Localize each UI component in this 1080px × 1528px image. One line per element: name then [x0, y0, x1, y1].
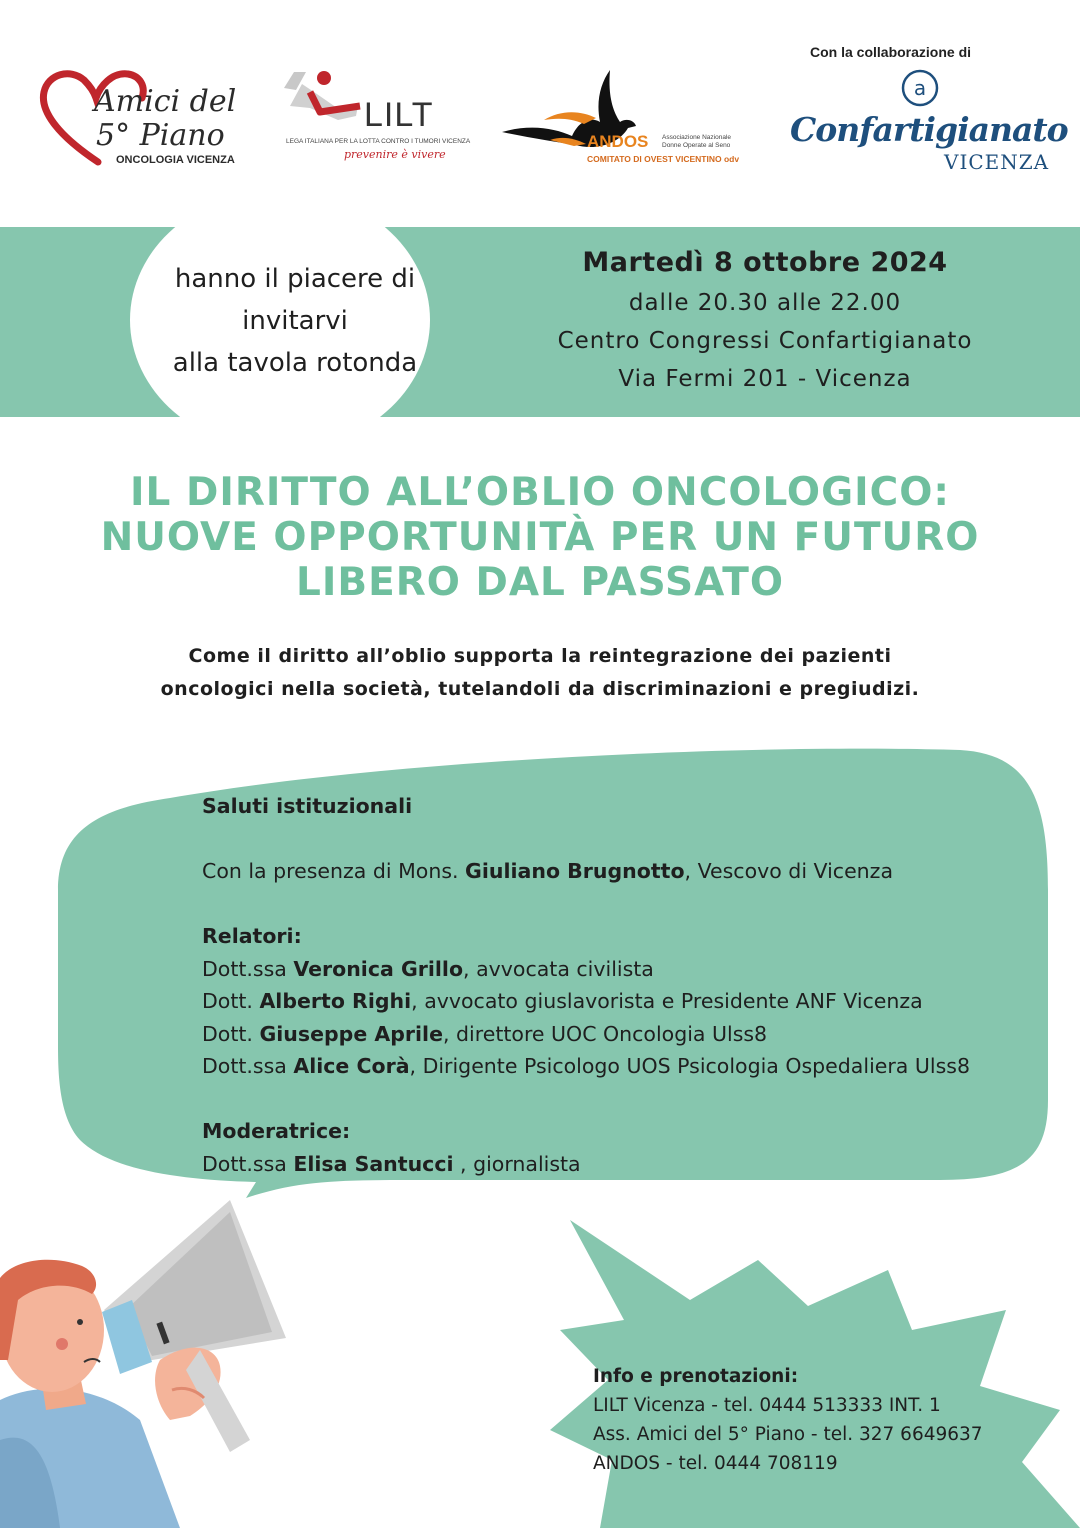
- greetings-label: Saluti istituzionali: [202, 794, 413, 818]
- presence-name: Giuliano Brugnotto: [465, 859, 685, 883]
- presence-line: [202, 855, 1042, 888]
- amici-logo: [36, 62, 246, 172]
- invite-line2: invitarvi: [242, 306, 348, 336]
- info-label: Info e prenotazioni:: [593, 1366, 799, 1387]
- program: [202, 790, 1042, 1180]
- andos-logo-name: ANDOS: [587, 132, 649, 151]
- speakers-label: Relatori:: [202, 924, 302, 948]
- svg-text:a: a: [913, 76, 927, 100]
- lilt-logo: [280, 66, 480, 166]
- speaker-row: [202, 985, 1042, 1018]
- title-line3: LIBERO DAL PASSATO: [296, 560, 784, 605]
- moderator-label: Moderatrice:: [202, 1119, 351, 1143]
- confartigianato-city: VICENZA: [944, 150, 1050, 174]
- invite-line1: hanno il piacere di: [174, 264, 416, 294]
- lilt-logo-sub: LEGA ITALIANA PER LA LOTTA CONTRO I TUMORI VICENZA: [286, 138, 471, 145]
- at-sign-icon: [900, 68, 940, 108]
- info-section: [593, 1362, 1063, 1478]
- speaker-row: [202, 1050, 1042, 1083]
- lilt-figure-icon: [280, 66, 364, 136]
- speaker-name: Alberto Righi: [259, 989, 412, 1013]
- speaker-role: , Dirigente Psicologo UOS Psicologia Ospedaliera Ulss8: [409, 1054, 970, 1078]
- info-line: LILT Vicenza - tel. 0444 513333 INT. 1: [593, 1395, 941, 1416]
- confartigianato-name: Confartigianato: [790, 110, 1068, 149]
- speaker-row: [202, 1018, 1042, 1051]
- amici-logo-line1: Amici del: [94, 84, 237, 119]
- amici-logo-line2: 5° Piano: [96, 118, 225, 153]
- invite-line3: alla tavola rotonda: [172, 348, 418, 378]
- andos-logo: [500, 66, 760, 176]
- subtitle: [60, 640, 1020, 706]
- presence-prefix: Con la presenza di Mons.: [202, 859, 466, 883]
- confartigianato-logo: [790, 40, 1068, 180]
- title-line1: IL DIRITTO ALL’OBLIO ONCOLOGICO:: [130, 470, 950, 515]
- event-time: dalle 20.30 alle 22.00: [628, 290, 902, 316]
- event-address: Via Fermi 201 - Vicenza: [618, 366, 912, 392]
- event-date: Martedì 8 ottobre 2024: [582, 247, 948, 278]
- andos-logo-committee: COMITATO DI OVEST VICENTINO odv: [587, 154, 740, 164]
- megaphone-person-illustration: [0, 1190, 300, 1528]
- moderator-name: Elisa Santucci: [293, 1151, 454, 1176]
- event-venue: Centro Congressi Confartigianato: [557, 328, 973, 354]
- moderator-row: [202, 1148, 1042, 1181]
- subtitle-line2: oncologici nella società, tutelandoli da discriminazioni e pregiudizi.: [160, 678, 920, 700]
- speaker-name: Giuseppe Aprile: [259, 1021, 443, 1046]
- lilt-logo-name: LILT: [364, 96, 434, 134]
- lilt-logo-tagline: prevenire è vivere: [344, 148, 446, 161]
- collaboration-label: Con la collaborazione di: [810, 44, 972, 60]
- speaker-name: Veronica Grillo: [293, 956, 464, 981]
- speaker-role: , avvocato giuslavorista e Presidente ANF Vicenza: [411, 989, 923, 1013]
- speaker-title: Dott.ssa: [202, 1054, 294, 1078]
- moderator-role: , giornalista: [453, 1151, 581, 1176]
- amici-logo-line3: ONCOLOGIA VICENZA: [116, 154, 235, 166]
- andos-logo-sub: Associazione Nazionale Donne Operate al Seno: [662, 134, 732, 149]
- speaker-title: Dott.: [202, 1021, 260, 1046]
- invite-text: [140, 258, 450, 384]
- event-info: [500, 242, 1030, 398]
- speaker-role: , avvocata civilista: [463, 956, 654, 981]
- speaker-row: [202, 953, 1042, 986]
- page-title: [40, 470, 1040, 605]
- speaker-title: Dott.: [202, 989, 260, 1013]
- presence-suffix: , Vescovo di Vicenza: [684, 859, 894, 883]
- subtitle-line1: Come il diritto all’oblio supporta la reintegrazione dei pazienti: [188, 645, 892, 667]
- info-line: ANDOS - tel. 0444 708119: [593, 1453, 838, 1474]
- info-line: Ass. Amici del 5° Piano - tel. 327 6649637: [593, 1424, 983, 1445]
- moderator-title: Dott.ssa: [202, 1151, 294, 1176]
- speaker-name: Alice Corà: [293, 1054, 410, 1078]
- speaker-role: , direttore UOC Oncologia Ulss8: [443, 1021, 768, 1046]
- speaker-title: Dott.ssa: [202, 956, 294, 981]
- title-line2: NUOVE OPPORTUNITÀ PER UN FUTURO: [100, 515, 980, 560]
